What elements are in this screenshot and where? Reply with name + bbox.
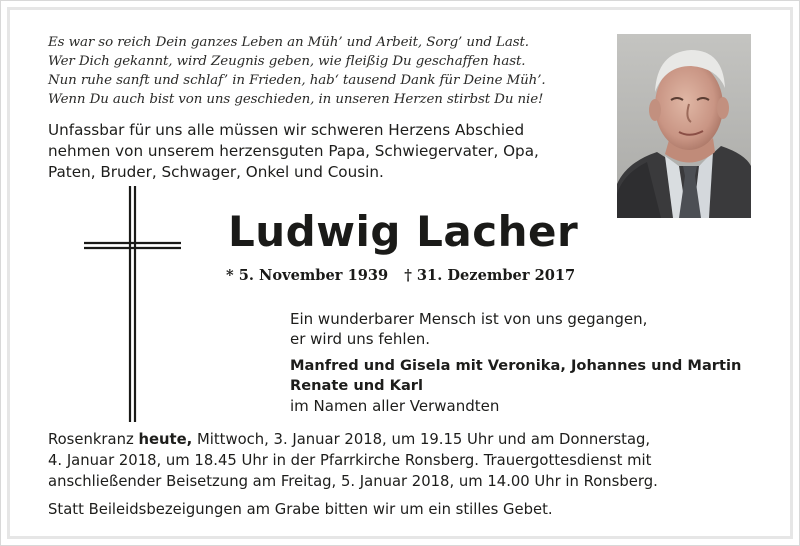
service-line: 4. Januar 2018, um 18.45 Uhr in der Pfarrkirche Ronsberg. Trauergottesdienst mit	[48, 452, 652, 469]
service-prefix: Rosenkranz	[48, 431, 139, 448]
poem-line: Wer Dich gekannt, wird Zeugnis geben, wie fleißig Du geschaffen hast.	[48, 54, 526, 69]
death-date: † 31. Dezember 2017	[404, 267, 576, 284]
mourners-line: Manfred und Gisela mit Veronika, Johannes und Martin	[290, 357, 742, 374]
portrait-image	[617, 34, 751, 218]
announcement-line: Paten, Bruder, Schwager, Onkel und Cousin.	[48, 163, 384, 181]
service-rest: Mittwoch, 3. Januar 2018, um 19.15 Uhr und am Donnerstag,	[192, 431, 651, 448]
cross-icon	[84, 186, 184, 426]
memorial-poem	[48, 33, 608, 109]
announcement-line: Unfassbar für uns alle müssen wir schweren Herzens Abschied	[48, 121, 525, 139]
poem-line: Wenn Du auch bist von uns geschieden, in unseren Herzen stirbst Du nie!	[48, 92, 544, 107]
tribute-message-line: er wird uns fehlen.	[290, 330, 431, 348]
tribute-block	[290, 309, 770, 416]
life-dates	[226, 267, 575, 284]
service-today: heute,	[138, 431, 193, 448]
deceased-name: Ludwig Lacher	[228, 207, 579, 256]
service-line	[48, 429, 768, 450]
service-line: anschließender Beisetzung am Freitag, 5. Januar 2018, um 14.00 Uhr in Ronsberg.	[48, 473, 658, 490]
poem-line: Es war so reich Dein ganzes Leben an Müh’ und Arbeit, Sorg’ und Last.	[48, 35, 529, 50]
announcement-text	[48, 120, 608, 183]
poem-line: Nun ruhe sanft und schlaf’ in Frieden, hab‘ tausend Dank für Deine Müh’.	[48, 73, 546, 88]
on-behalf-line: im Namen aller Verwandten	[290, 397, 500, 415]
service-details	[48, 429, 768, 492]
portrait-photo	[617, 34, 751, 218]
tribute-message-line: Ein wunderbarer Mensch ist von uns gegangen,	[290, 310, 648, 328]
closing-request: Statt Beileidsbezeigungen am Grabe bitten wir um ein stilles Gebet.	[48, 501, 553, 518]
announcement-line: nehmen von unserem herzensguten Papa, Schwiegervater, Opa,	[48, 142, 539, 160]
mourners-line: Renate und Karl	[290, 377, 423, 394]
birth-date: * 5. November 1939	[226, 267, 389, 284]
